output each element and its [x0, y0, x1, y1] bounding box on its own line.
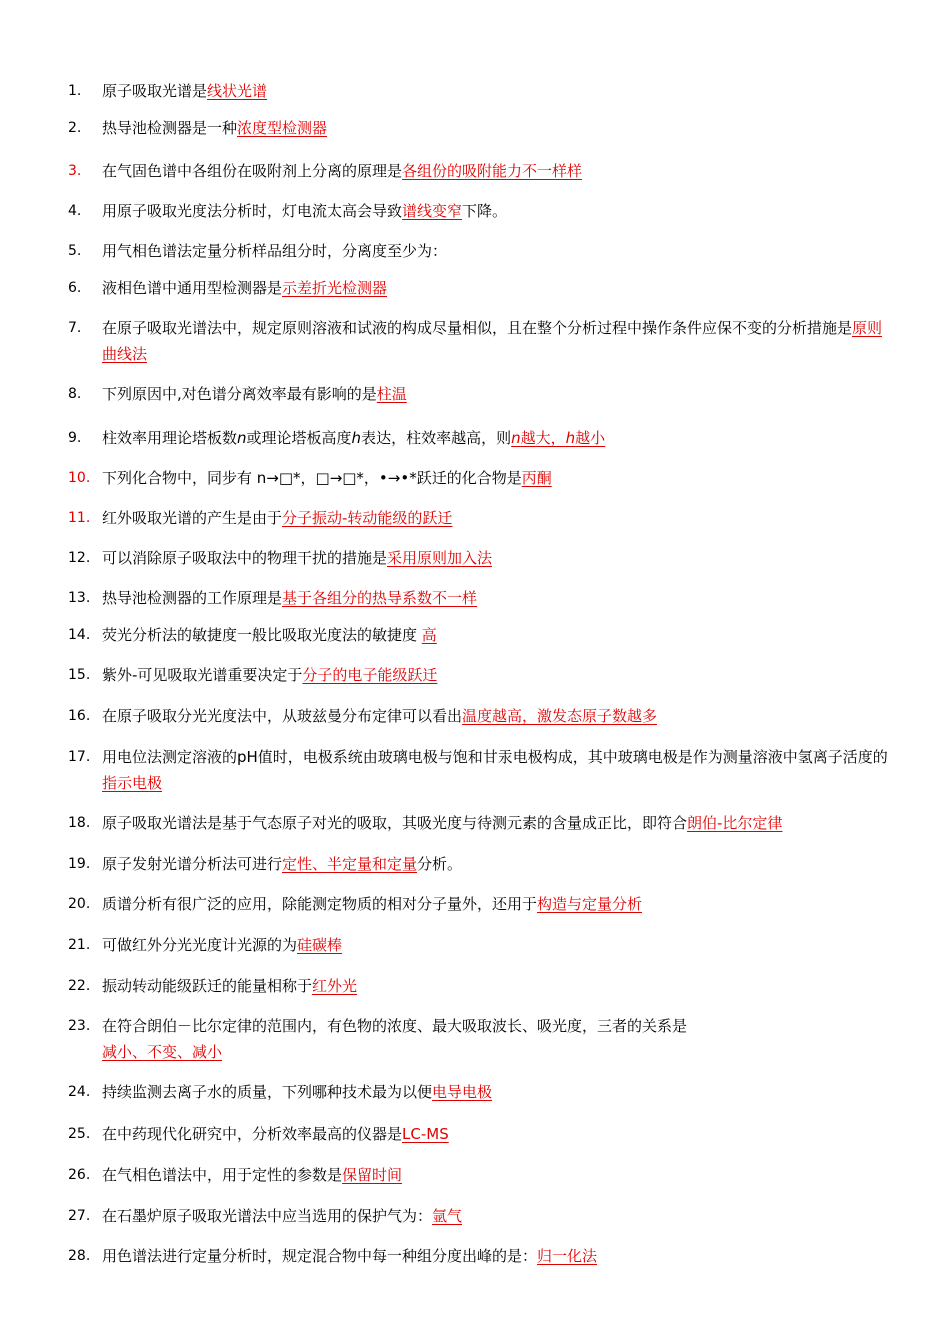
- question-text: 柱效率用理论塔板数: [102, 429, 238, 447]
- question-28: [68, 1243, 888, 1269]
- symbol-n: n: [237, 429, 247, 447]
- question-text: 持续监测去离子水的质量，下列哪种技术最为以便: [102, 1083, 433, 1101]
- answer-text: 保留时间: [342, 1166, 403, 1184]
- question-21: [68, 932, 888, 958]
- question-5: [68, 238, 888, 264]
- question-22: [68, 973, 888, 999]
- question-number: 3.: [68, 163, 82, 179]
- answer-text: 温度越高，激发态原子数越多: [462, 707, 658, 725]
- symbol-h: h: [351, 429, 362, 447]
- answer-text: 线状光谱: [207, 82, 268, 100]
- question-number: 23.: [68, 1018, 91, 1034]
- question-18: [68, 810, 888, 836]
- question-number: 17.: [68, 749, 91, 765]
- question-text: 下列化合物中，同步有 n→□*，□→□*，•→•*跃迁的化合物是: [102, 469, 522, 487]
- answer-text: 越大，: [520, 429, 566, 447]
- question-14: [68, 622, 888, 648]
- question-number: 19.: [68, 856, 91, 872]
- question-number: 5.: [68, 243, 82, 259]
- question-9: [68, 425, 888, 451]
- question-text: 用色谱法进行定量分析时，规定混合物中每一种组分度出峰的是：: [102, 1247, 538, 1265]
- question-text: 在石墨炉原子吸取光谱法中应当选用的保护气为：: [102, 1207, 433, 1225]
- question-number: 2.: [68, 120, 82, 136]
- question-number: 12.: [68, 550, 91, 566]
- question-number: 18.: [68, 815, 91, 831]
- question-text: 在气相色谱法中，用于定性的参数是: [102, 1166, 343, 1184]
- question-text: 下列原因中,对色谱分离效率最有影响的是: [102, 385, 377, 403]
- question-4: [68, 198, 888, 224]
- answer-text: 指示电极: [102, 774, 163, 792]
- question-19: [68, 851, 888, 877]
- question-25: [68, 1121, 888, 1147]
- question-2: [68, 115, 888, 141]
- question-number: 15.: [68, 667, 91, 683]
- answer-text: 基于各组分的热导系数不一样: [282, 589, 478, 607]
- question-text: 可以消除原子吸取法中的物理干扰的措施是: [102, 549, 388, 567]
- answer-text: 浓度型检测器: [237, 119, 328, 137]
- answer-text: 电导电极: [432, 1083, 493, 1101]
- question-text: 紫外-可见吸取光谱重要决定于: [102, 666, 303, 684]
- question-text: 用原子吸取光度法分析时，灯电流太高会导致: [102, 202, 403, 220]
- question-text: 可做红外分光光度计光源的为: [102, 936, 298, 954]
- question-text: 振动转动能级跃迁的能量相称于: [102, 977, 313, 995]
- answer-text: 原则曲线法: [102, 319, 883, 363]
- answer-text: 朗伯-比尔定律: [687, 814, 783, 832]
- question-8: [68, 381, 888, 407]
- question-15: [68, 662, 888, 688]
- question-16: [68, 703, 888, 729]
- question-17: [68, 744, 888, 796]
- question-text: 荧光分析法的敏捷度一般比吸取光度法的敏捷度: [102, 626, 422, 644]
- question-text: 用电位法测定溶液的pH值时，电极系统由玻璃电极与饱和甘汞电极构成，其中玻璃电极是作为测量溶液中氢离子活度的: [102, 748, 888, 766]
- question-text: 在原子吸取光谱法中，规定原则溶液和试液的构成尽量相似，且在整个分析过程中操作条件应保不变的分析措施是: [102, 319, 853, 337]
- question-number: 25.: [68, 1126, 91, 1142]
- question-number: 22.: [68, 978, 91, 994]
- answer-text: 减小、不变、减小: [102, 1043, 223, 1061]
- question-number: 26.: [68, 1167, 91, 1183]
- answer-text: LC-MS: [402, 1125, 449, 1143]
- question-text: 表达，柱效率越高，则: [361, 429, 512, 447]
- answer-text: 高: [421, 626, 437, 644]
- question-number: 21.: [68, 937, 91, 953]
- question-number: 24.: [68, 1084, 91, 1100]
- question-3: [68, 158, 888, 184]
- question-text: 质谱分析有很广泛的应用，除能测定物质的相对分子量外，还用于: [102, 895, 538, 913]
- question-number: 28.: [68, 1248, 91, 1264]
- question-13: [68, 585, 888, 611]
- question-text: 红外吸取光谱的产生是由于: [102, 509, 283, 527]
- question-number: 6.: [68, 280, 82, 296]
- question-number: 20.: [68, 896, 91, 912]
- question-26: [68, 1162, 888, 1188]
- question-number: 27.: [68, 1208, 91, 1224]
- question-7: [68, 315, 888, 367]
- question-text: 在符合朗伯－比尔定律的范围内，有色物的浓度、最大吸取波长、吸光度，三者的关系是: [102, 1017, 688, 1035]
- answer-text: 丙酮: [521, 469, 552, 487]
- answer-text: 柱温: [376, 385, 407, 403]
- question-text-tail: 分析。: [417, 855, 463, 873]
- answer-text: 示差折光检测器: [282, 279, 388, 297]
- answer-text: 分子的电子能级跃迁: [302, 666, 438, 684]
- question-number: 4.: [68, 203, 82, 219]
- question-1: [68, 78, 888, 104]
- answer-text: 红外光: [312, 977, 358, 995]
- question-text-tail: 下降。: [462, 202, 508, 220]
- question-number: 16.: [68, 708, 91, 724]
- question-12: [68, 545, 888, 571]
- question-27: [68, 1203, 888, 1229]
- answer-text: 各组份的吸附能力不一样样: [402, 162, 583, 180]
- answer-text: 定性、半定量和定量: [282, 855, 418, 873]
- question-number: 10.: [68, 470, 91, 486]
- answer-text: 分子振动-转动能级的跃迁: [282, 509, 453, 527]
- question-text: 在气固色谱中各组份在吸附剂上分离的原理是: [102, 162, 403, 180]
- question-text: 热导池检测器的工作原理是: [102, 589, 283, 607]
- question-text: 在原子吸取分光光度法中，从玻兹曼分布定律可以看出: [102, 707, 463, 725]
- question-6: [68, 275, 888, 301]
- answer-symbol-n: n: [511, 429, 521, 447]
- question-number: 8.: [68, 386, 82, 402]
- question-23: [68, 1013, 888, 1065]
- question-number: 9.: [68, 430, 82, 446]
- question-number: 7.: [68, 320, 82, 336]
- question-text: 液相色谱中通用型检测器是: [102, 279, 283, 297]
- question-11: [68, 505, 888, 531]
- answer-text: 越小: [575, 429, 606, 447]
- answer-text: 采用原则加入法: [387, 549, 493, 567]
- question-number: 11.: [68, 510, 91, 526]
- question-number: 13.: [68, 590, 91, 606]
- question-text: 用气相色谱法定量分析样品组分时，分离度至少为：: [102, 242, 448, 260]
- question-number: 1.: [68, 83, 82, 99]
- answer-text: 归一化法: [537, 1247, 598, 1265]
- question-24: [68, 1079, 888, 1105]
- question-text: 在中药现代化研究中，分析效率最高的仪器是: [102, 1125, 403, 1143]
- question-text: 热导池检测器是一种: [102, 119, 238, 137]
- question-text: 原子发射光谱分析法可进行: [102, 855, 283, 873]
- question-text: 原子吸取光谱是: [102, 82, 208, 100]
- question-text: 原子吸取光谱法是基于气态原子对光的吸取，其吸光度与待测元素的含量成正比，即符合: [102, 814, 688, 832]
- question-10: [68, 465, 888, 491]
- answer-text: 构造与定量分析: [537, 895, 643, 913]
- question-text: 或理论塔板高度: [246, 429, 352, 447]
- answer-symbol-h: h: [565, 429, 576, 447]
- answer-text: 硅碳棒: [297, 936, 343, 954]
- question-20: [68, 891, 888, 917]
- answer-text: 氩气: [432, 1207, 463, 1225]
- question-number: 14.: [68, 627, 91, 643]
- answer-text: 谱线变窄: [402, 202, 463, 220]
